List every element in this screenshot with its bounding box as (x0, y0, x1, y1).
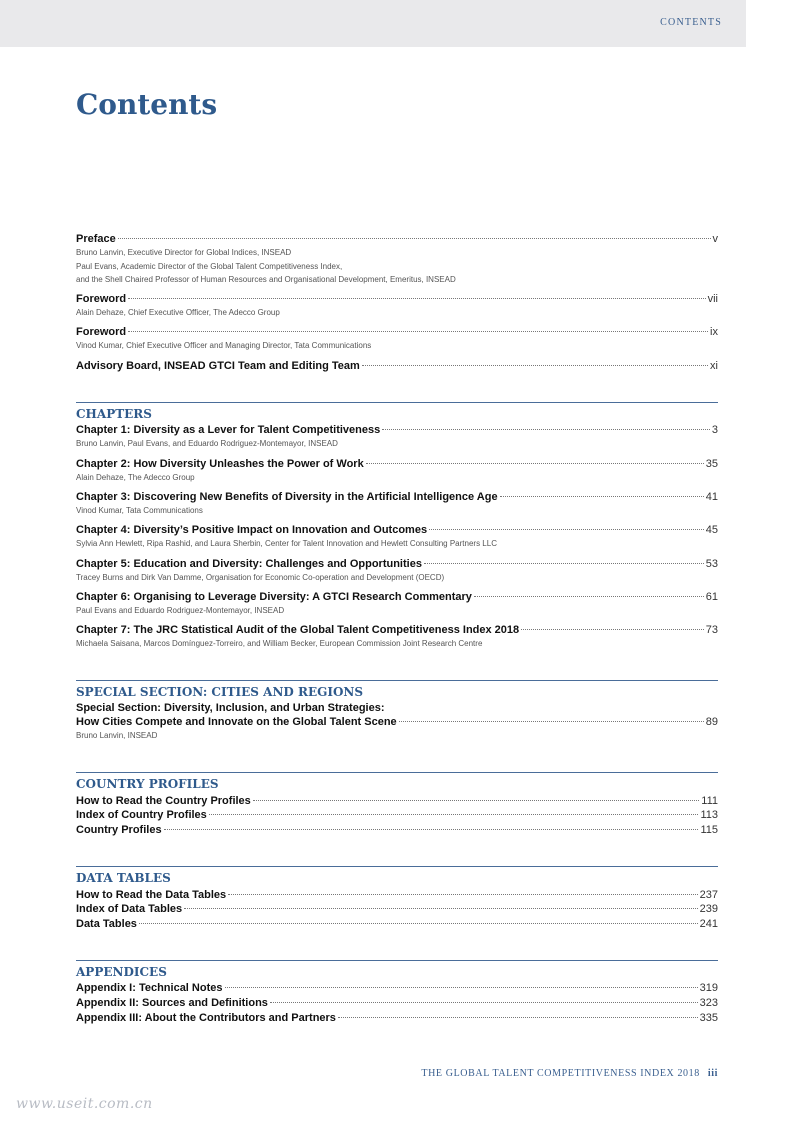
toc-title: Chapter 5: Education and Diversity: Challenges and Opportunities (76, 558, 422, 570)
toc-entry-tables-how-to[interactable] (76, 888, 718, 902)
toc-title: How Cities Compete and Innovate on the Global Talent Scene (76, 716, 397, 728)
toc-entry-profiles-index[interactable] (76, 808, 718, 822)
toc-authors: Alain Dehaze, The Adecco Group (76, 473, 195, 482)
section-heading-special: SPECIAL SECTION: CITIES AND REGIONS (76, 685, 364, 699)
toc-entry-chapter-7[interactable] (76, 623, 718, 651)
toc-title-line: Special Section: Diversity, Inclusion, and Urban Strategies: (76, 702, 385, 714)
toc-title: Index of Country Profiles (76, 809, 207, 821)
toc-page: 41 (705, 491, 718, 503)
toc-page: 319 (699, 982, 718, 994)
toc-title: Chapter 2: How Diversity Unleashes the Power of Work (76, 458, 364, 470)
toc-title: Chapter 7: The JRC Statistical Audit of the Global Talent Competitiveness Index 2018 (76, 624, 520, 636)
toc-entry-chapter-5[interactable] (76, 557, 718, 585)
toc-entry-chapter-6[interactable] (76, 590, 718, 618)
section-divider (76, 866, 718, 867)
toc-title: Index of Data Tables (76, 903, 183, 915)
toc-authors: Paul Evans, Academic Director of the Global Talent Competitiveness Index, (76, 261, 343, 271)
section-divider (76, 680, 718, 681)
toc-authors: Michaela Saisana, Marcos Domínguez-Torreiro, and William Becker, European Commission Joint Research Centre (76, 639, 483, 648)
toc-page: 335 (699, 1012, 718, 1024)
section-heading-country-profiles: COUNTRY PROFILES (76, 777, 219, 791)
toc-title: Advisory Board, INSEAD GTCI Team and Editing Team (76, 360, 360, 372)
toc-page: 241 (699, 918, 718, 930)
running-header: CONTENTS (660, 17, 722, 28)
toc-page: 239 (699, 903, 718, 915)
toc-entry-advisory[interactable] (76, 359, 718, 373)
page-title: Contents (76, 88, 218, 121)
toc-page: 237 (699, 889, 718, 901)
toc-title: Chapter 1: Diversity as a Lever for Talent Competitiveness (76, 424, 381, 436)
toc-authors: Vinod Kumar, Tata Communications (76, 506, 203, 515)
toc-entry-profiles-how-to[interactable] (76, 794, 718, 808)
toc-entry-chapter-4[interactable] (76, 523, 718, 551)
toc-entry-foreword-1[interactable] (76, 292, 718, 320)
toc-authors: Sylvia Ann Hewlett, Ripa Rashid, and Laura Sherbin, Center for Talent Innovation and Hewlett Consulting Partners LLC (76, 539, 497, 548)
toc-entry-chapter-1[interactable] (76, 423, 718, 451)
toc-authors: Bruno Lanvin, Paul Evans, and Eduardo Rodriguez-Montemayor, INSEAD (76, 439, 338, 448)
page-footer (421, 1068, 718, 1079)
toc-page: 113 (700, 809, 718, 821)
toc-title: How to Read the Data Tables (76, 889, 227, 901)
section-divider (76, 960, 718, 961)
toc-page: 89 (705, 716, 718, 728)
toc-page: 53 (705, 558, 718, 570)
toc-title: Chapter 4: Diversity’s Positive Impact on Innovation and Outcomes (76, 524, 428, 536)
toc-title: Foreword (76, 293, 127, 305)
toc-authors: and the Shell Chaired Professor of Human Resources and Organisational Development, Emeritus, INSEAD (76, 275, 456, 284)
toc-entry-foreword-2[interactable] (76, 325, 718, 353)
toc-page: 45 (705, 524, 718, 536)
toc-authors: Bruno Lanvin, Executive Director for Global Indices, INSEAD (76, 248, 292, 257)
section-heading-data-tables: DATA TABLES (76, 871, 171, 885)
toc-entry-appendix-3[interactable] (76, 1011, 718, 1025)
footer-title: THE GLOBAL TALENT COMPETITIVENESS INDEX 2018 (421, 1068, 700, 1079)
toc-title: Country Profiles (76, 824, 162, 836)
toc-title: Data Tables (76, 918, 137, 930)
toc-page: vii (707, 293, 718, 305)
toc-entry-preface[interactable] (76, 232, 718, 287)
section-divider (76, 772, 718, 773)
toc-page: 61 (705, 591, 718, 603)
toc-title: Chapter 3: Discovering New Benefits of Diversity in the Artificial Intelligence Age (76, 491, 498, 503)
toc-title: Foreword (76, 326, 127, 338)
watermark: www.useit.com.cn (16, 1096, 153, 1112)
toc-page: 323 (699, 997, 718, 1009)
toc-title: Appendix III: About the Contributors and Partners (76, 1012, 336, 1024)
toc-authors: Vinod Kumar, Chief Executive Officer and Managing Director, Tata Communications (76, 341, 372, 350)
toc-authors: Alain Dehaze, Chief Executive Officer, The Adecco Group (76, 308, 280, 317)
section-divider (76, 402, 718, 403)
toc-title: How to Read the Country Profiles (76, 795, 251, 807)
toc-title: Chapter 6: Organising to Leverage Diversity: A GTCI Research Commentary (76, 591, 472, 603)
toc-entry-profiles[interactable] (76, 823, 718, 837)
toc-entry-tables-index[interactable] (76, 902, 718, 916)
toc-page: 35 (705, 458, 718, 470)
toc-page: 115 (700, 824, 718, 836)
toc-page: 111 (701, 795, 718, 807)
toc-entry-tables[interactable] (76, 917, 718, 931)
toc-page: 3 (711, 424, 718, 436)
section-heading-chapters: CHAPTERS (76, 407, 152, 421)
header-bar (0, 0, 746, 47)
toc-entry-special-section[interactable] (76, 701, 718, 743)
toc-page: v (712, 233, 718, 245)
toc-authors: Bruno Lanvin, INSEAD (76, 731, 158, 740)
toc-title: Appendix II: Sources and Definitions (76, 997, 268, 1009)
toc-authors: Tracey Burns and Dirk Van Damme, Organisation for Economic Co-operation and Development (OECD) (76, 573, 445, 582)
toc-page: xi (710, 360, 718, 372)
toc-entry-appendix-1[interactable] (76, 981, 718, 995)
toc-page: 73 (705, 624, 718, 636)
toc-title: Preface (76, 233, 116, 245)
toc-authors: Paul Evans and Eduardo Rodriguez-Montemayor, INSEAD (76, 606, 285, 615)
toc-entry-chapter-2[interactable] (76, 457, 718, 485)
toc-entry-chapter-3[interactable] (76, 490, 718, 518)
toc-entry-appendix-2[interactable] (76, 996, 718, 1010)
section-heading-appendices: APPENDICES (76, 965, 167, 979)
page-number: iii (707, 1068, 718, 1079)
toc-title: Appendix I: Technical Notes (76, 982, 223, 994)
toc-page: ix (710, 326, 718, 338)
